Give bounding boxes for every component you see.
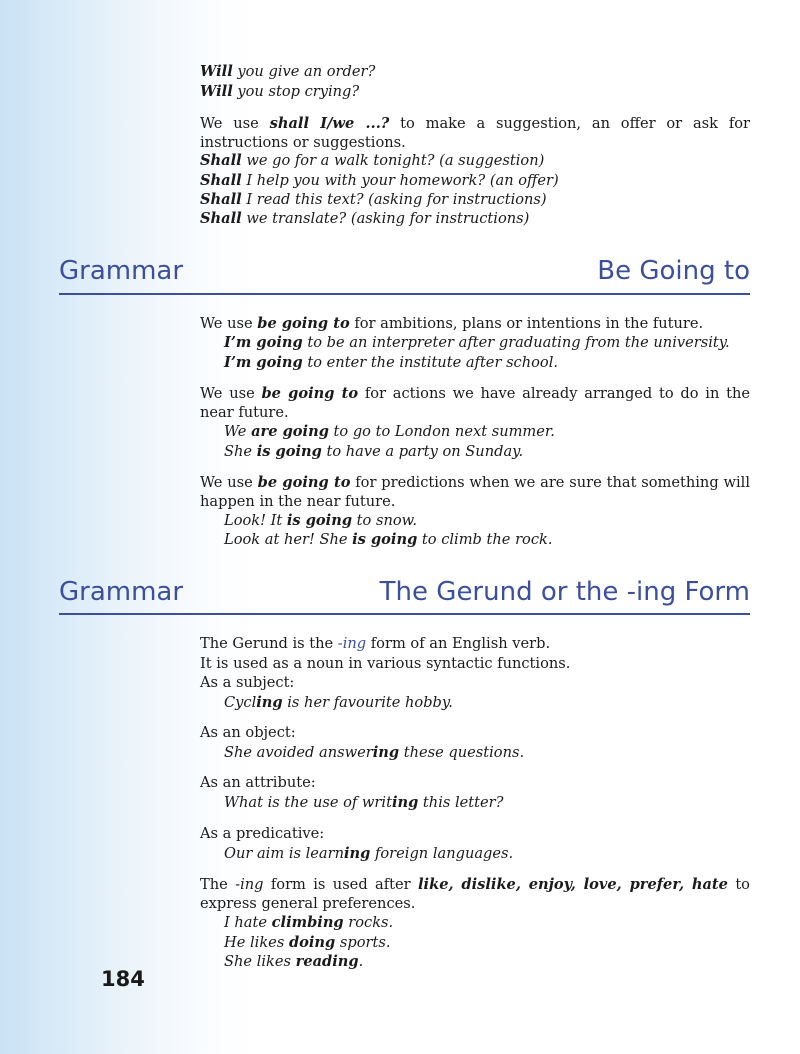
section-title-gerund: The Gerund or the -ing Form — [379, 577, 750, 607]
example-cycling: Cycling is her favourite hobby. — [224, 694, 453, 711]
gerund-intro: The Gerund is the -ing form of an English verb. — [200, 635, 551, 652]
label-subject: As a subject: — [200, 674, 295, 691]
section-label-grammar: Grammar — [59, 256, 184, 286]
example-will-order: Will you give an order? — [200, 63, 376, 80]
rule-going-arranged: We use be going to for actions we have already arranged to do in the near future. — [200, 385, 750, 421]
example-will-stop: Will you stop crying? — [200, 83, 360, 100]
example-snow: Look! It is going to snow. — [224, 512, 418, 529]
example-shall-walk: Shall we go for a walk tonight? (a suggestion) — [200, 152, 545, 169]
label-object: As an object: — [200, 724, 296, 741]
example-learning: Our aim is learning foreign languages. — [224, 845, 514, 862]
example-reading: She likes reading. — [224, 953, 364, 970]
section-title-be-going-to: Be Going to — [597, 256, 750, 286]
section-divider — [59, 293, 750, 295]
example-shall-help: Shall I help you with your homework? (an offer) — [200, 172, 559, 189]
rule-shall: We use shall I/we ...? to make a suggestion, an offer or ask for instructions or suggestions. — [200, 115, 750, 151]
rule-going-ambitions: We use be going to for ambitions, plans or intentions in the future. — [200, 315, 704, 332]
label-predicative: As a predicative: — [200, 825, 325, 842]
example-rock: Look at her! She is going to climb the rock. — [224, 531, 553, 548]
section-label-grammar-2: Grammar — [59, 577, 184, 607]
example-climbing: I hate climbing rocks. — [224, 914, 394, 931]
page-number: 184 — [101, 967, 145, 991]
rule-going-predictions: We use be going to for predictions when we are sure that something will happen in the near future. — [200, 474, 750, 510]
rule-ing-preferences: The -ing form is used after like, dislike, enjoy, love, prefer, hate to express general preferences. — [200, 876, 750, 912]
example-institute: I’m going to enter the institute after school. — [224, 354, 559, 371]
gerund-intro-2: It is used as a noun in various syntactic functions. — [200, 655, 571, 672]
example-party: She is going to have a party on Sunday. — [224, 443, 524, 460]
example-doing: He likes doing sports. — [224, 934, 391, 951]
example-interpreter: I’m going to be an interpreter after graduating from the university. — [224, 334, 730, 351]
example-shall-translate: Shall we translate? (asking for instructions) — [200, 210, 530, 227]
section-divider-2 — [59, 613, 750, 615]
example-shall-read: Shall I read this text? (asking for instructions) — [200, 191, 547, 208]
example-answering: She avoided answering these questions. — [224, 744, 525, 761]
example-london: We are going to go to London next summer. — [224, 423, 555, 440]
label-attribute: As an attribute: — [200, 774, 316, 791]
example-writing: What is the use of writing this letter? — [224, 794, 504, 811]
